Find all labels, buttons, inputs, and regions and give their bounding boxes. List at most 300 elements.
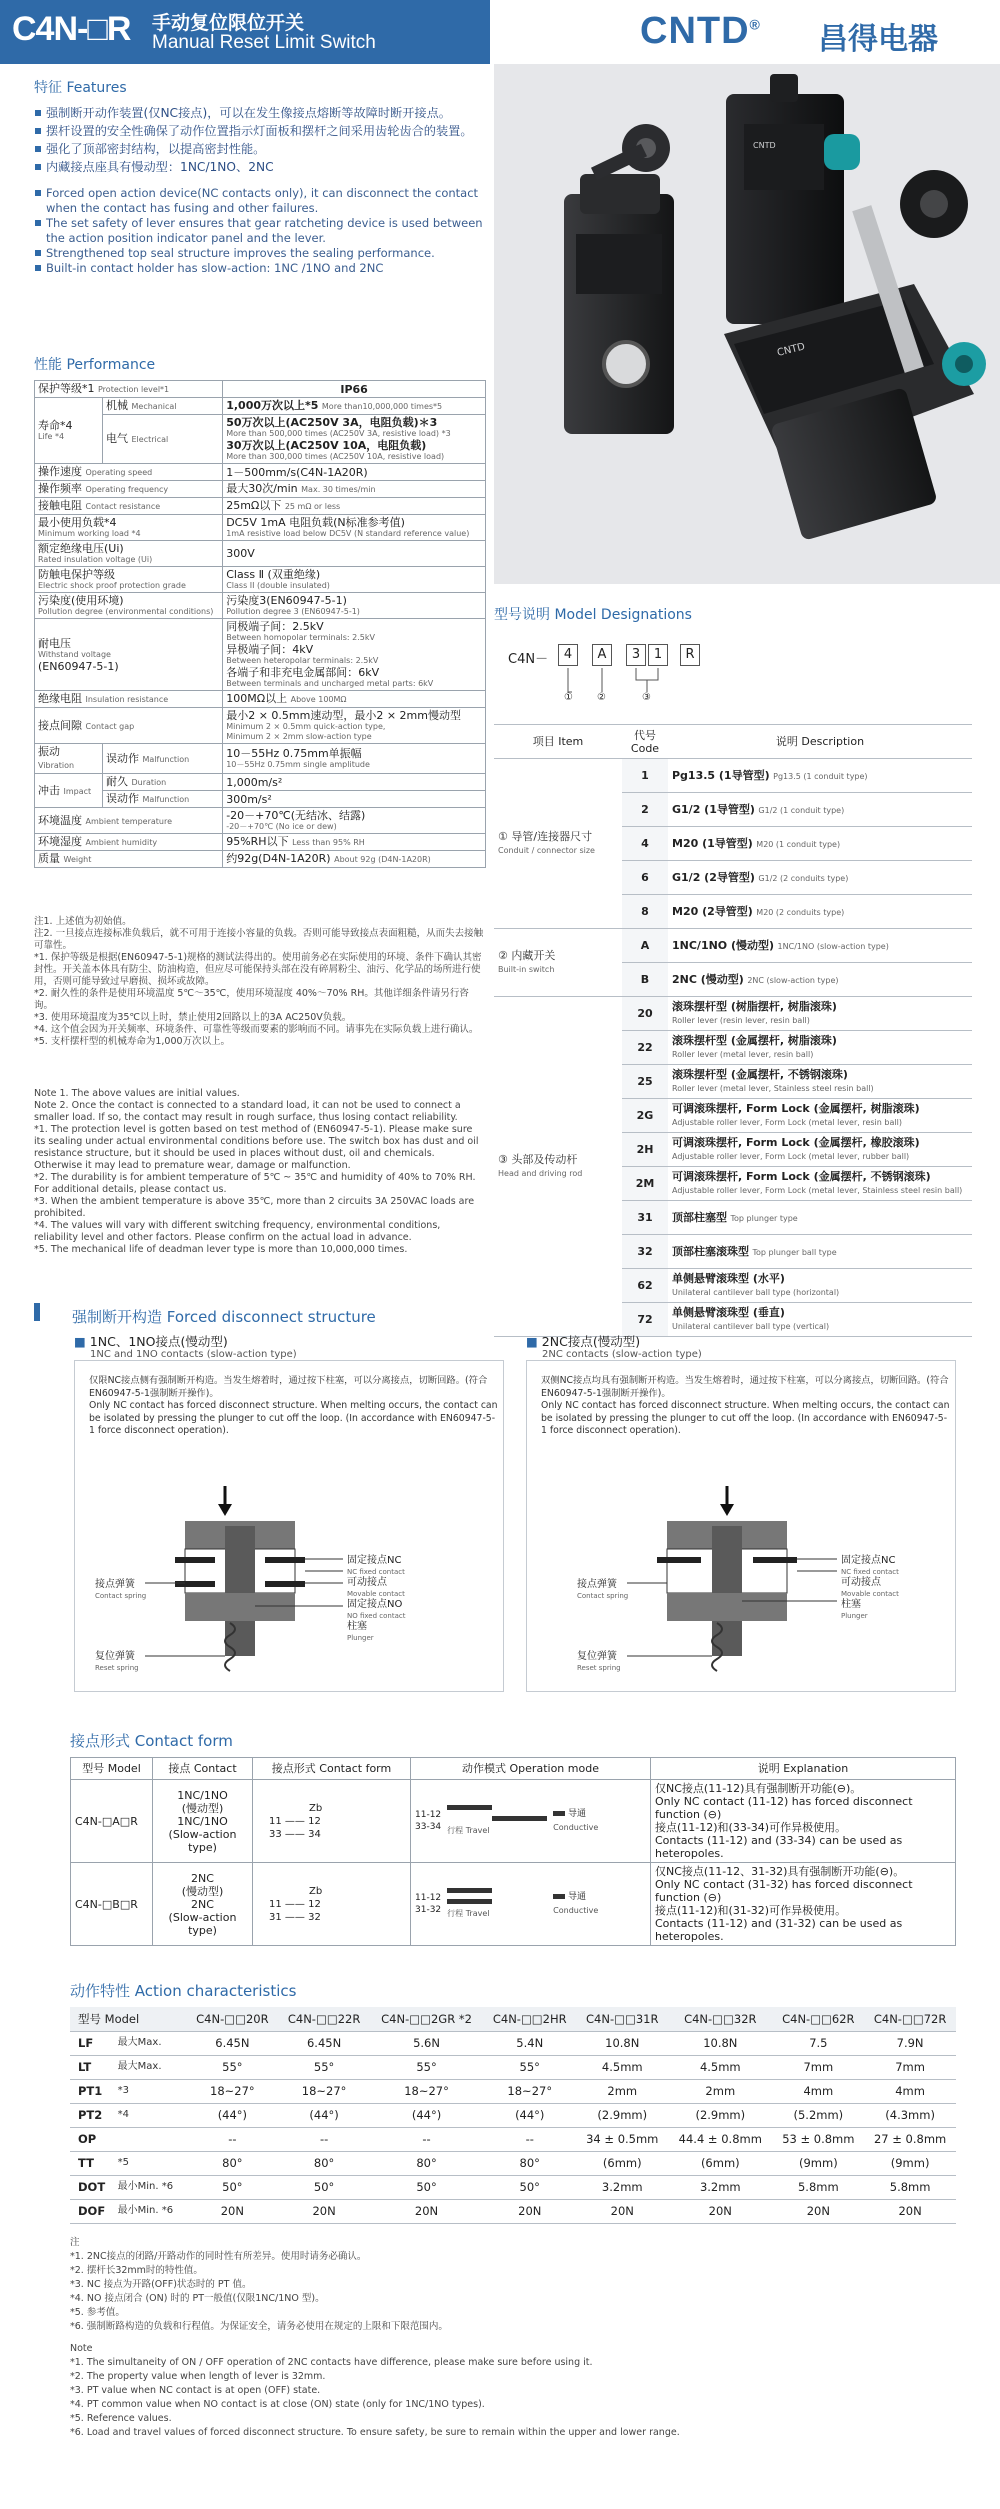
table-cell: 寿命*4 Life *4 <box>35 398 103 464</box>
code-cell: A <box>622 929 668 963</box>
value-cell: (9mm) <box>772 2151 864 2175</box>
table-row <box>70 2199 956 2223</box>
table-cell: 环境湿度 Ambient humidity <box>35 834 223 851</box>
code-marker-2: ② <box>597 692 606 703</box>
table-cell: 污染度(使用环境) Pollution degree (environmental conditions) <box>35 593 223 619</box>
value-cell: 4.5mm <box>668 2055 772 2079</box>
operation-mode-cell: 11-12 31-32 行程 Travel 导通 Conductive <box>411 1863 651 1946</box>
title-cn: 手动复位限位开关 <box>152 12 305 34</box>
performance-notes-cn <box>34 916 484 1048</box>
value-cell: 80° <box>187 2151 279 2175</box>
col-explanation: 说明 Explanation <box>651 1758 956 1780</box>
feature-cn-4: 内藏接点座具有慢动型：1NC/1NO、2NC <box>34 158 484 176</box>
model-designation-table <box>494 724 972 1337</box>
value-cell: (9mm) <box>864 2151 956 2175</box>
value-cell: 20N <box>772 2199 864 2223</box>
value-cell: 44.4 ± 0.8mm <box>668 2127 772 2151</box>
square-bullet-icon: ■ <box>74 1334 86 1349</box>
table-row <box>35 541 486 567</box>
label-plunger: 柱塞 Plunger <box>841 1599 868 1620</box>
performance-title: 性能 Performance <box>34 357 156 373</box>
table-row <box>70 2055 956 2079</box>
feature-en-2: The set safety of lever ensures that gear ratcheting device is used between the action position indicator panel and the lever. <box>34 216 484 246</box>
note: *1. 2NC接点的闭路/开路动作的同时性有所差异。使用时请务必确认。 <box>70 2251 367 2262</box>
value-cell: (6mm) <box>668 2151 772 2175</box>
section-marker <box>34 1303 40 1321</box>
table-cell: Class Ⅱ (双重绝缘) Class II (double insulated) <box>223 567 486 593</box>
note: *5. 参考值。 <box>70 2307 125 2318</box>
desc-cell: 顶部柱塞滚珠型 Top plunger ball type <box>668 1235 972 1269</box>
note: *4. The values will vary with different switching frequency, environmental conditions, reliability level and other factors. Please confirm on the actual load in advance. <box>34 1220 441 1243</box>
value-cell: 7mm <box>772 2055 864 2079</box>
col-desc: 说明 Description <box>668 725 972 759</box>
table-cell: 环境温度 Ambient temperature <box>35 808 223 834</box>
value-cell: (44°) <box>187 2103 279 2127</box>
code-cell: 31 <box>622 1201 668 1235</box>
table-cell: 50万次以上(AC250V 3A，电阻负载)＊3 More than 500,000 times (AC250V 3A, resistive load) *3 30万次以上(AC250V 10A，电阻负载) More than 300,000 times (AC250V 10A, resistive load) <box>223 415 486 464</box>
table-cell: 机械 Mechanical <box>103 398 223 415</box>
code-cell: 2H <box>622 1133 668 1167</box>
col-form: 接点形式 Contact form <box>253 1758 411 1780</box>
table-cell: 操作频率 Operating frequency <box>35 481 223 498</box>
forced-left-diagram <box>75 1361 505 1693</box>
code-cell: 4 <box>622 827 668 861</box>
value-cell: 3.2mm <box>576 2175 668 2199</box>
label-movable: 可动接点 Movable contact <box>841 1577 899 1598</box>
desc-cell: 1NC/1NO (慢动型) 1NC/1NO (slow-action type) <box>668 929 972 963</box>
table-cell: 25mΩ以下 25 mΩ or less <box>223 498 486 515</box>
table-cell: 防触电保护等级 Electric shock proof protection grade <box>35 567 223 593</box>
table-row <box>35 774 486 791</box>
col-item: 项目 Item <box>494 725 622 759</box>
note: *3. NC 接点为开路(OFF)状态时的 PT 值。 <box>70 2279 252 2290</box>
value-cell: 5.8mm <box>772 2175 864 2199</box>
table-row <box>35 708 486 744</box>
table-cell: 耐久 Duration <box>103 774 223 791</box>
limit-cell <box>115 2127 187 2151</box>
note: *6. Load and travel values of forced disconnect structure. To ensure safety, be sure to remain within the upper and lower range. <box>70 2427 680 2438</box>
value-cell: 4.5mm <box>576 2055 668 2079</box>
table-row <box>35 464 486 481</box>
note: *4. 这个值会因为开关频率、环境条件、可靠性等级而要素的影响而不同。请事先在实际负载上进行确认。 <box>34 1024 479 1035</box>
value-cell: 10.8N <box>576 2031 668 2055</box>
code-cell: 8 <box>622 895 668 929</box>
table-row <box>71 1780 956 1863</box>
features-title: 特征 Features <box>34 80 127 96</box>
value-cell: 7.9N <box>864 2031 956 2055</box>
value-cell: 55° <box>483 2055 576 2079</box>
group-label: ③ 头部及传动杆 Head and driving rod <box>494 997 622 1337</box>
param-cell: PT2 <box>70 2103 115 2127</box>
note: Note 1. The above values are initial values. <box>34 1088 240 1099</box>
value-cell: -- <box>483 2127 576 2151</box>
code-prefix: C4N－ <box>508 652 549 667</box>
label-plunger: 柱塞 Plunger <box>347 1621 374 1642</box>
table-row <box>35 791 486 808</box>
desc-cell: 可调滚珠摆杆, Form Lock (金属摆杆, 不锈钢滚珠) Adjustable roller lever, Form Lock (metal lever, Stainless steel resin ball) <box>668 1167 972 1201</box>
value-cell: 20N <box>576 2199 668 2223</box>
table-row <box>35 481 486 498</box>
feature-cn-2: 摆杆设置的安全性确保了动作位置指示灯面板和摆杆之间采用齿轮齿合的装置。 <box>34 122 484 140</box>
value-cell: 20N <box>483 2199 576 2223</box>
value-cell: 50° <box>483 2175 576 2199</box>
desc-cell: G1/2 (1导管型) G1/2 (1 conduit type) <box>668 793 972 827</box>
table-cell: 10－55Hz 0.75mm单振幅 10－55Hz 0.75mm single amplitude <box>223 744 486 774</box>
desc-cell: 滚珠摆杆型 (树脂摆杆, 树脂滚珠) Roller lever (resin lever, resin ball) <box>668 997 972 1031</box>
code-cell: 2M <box>622 1167 668 1201</box>
action-table-body <box>70 2031 956 2223</box>
desc-cell: M20 (2导管型) M20 (2 conduits type) <box>668 895 972 929</box>
title-en: Manual Reset Limit Switch <box>152 32 376 53</box>
features-list <box>34 104 484 276</box>
desc-cell: M20 (1导管型) M20 (1 conduit type) <box>668 827 972 861</box>
value-cell: 80° <box>483 2151 576 2175</box>
title-block <box>0 0 490 64</box>
value-cell: 5.4N <box>483 2031 576 2055</box>
notes-title: 注 <box>70 2237 80 2248</box>
value-cell: (4.3mm) <box>864 2103 956 2127</box>
value-cell: -- <box>370 2127 483 2151</box>
note: *1. The protection level is gotten based on test method of (EN60947-5-1). Please make sure its sealing under actual environmental conditions before use. The switch box has dust and oil resistance structure, but it should be used in places without dust, oil and chemicals. Otherwise it may lead to premature wear, damage or malfunction. <box>34 1124 479 1171</box>
value-cell: (44°) <box>278 2103 370 2127</box>
value-cell: 20N <box>864 2199 956 2223</box>
model-code-diagram <box>508 640 708 710</box>
code-cell: 2G <box>622 1099 668 1133</box>
table-cell: 1－500mm/s(C4N-1A20R) <box>223 464 486 481</box>
value-cell: 55° <box>278 2055 370 2079</box>
table-cell: 接触电阻 Contact resistance <box>35 498 223 515</box>
table-row <box>494 759 972 793</box>
forced-left-sub: 1NC and 1NO contacts (slow-action type) <box>90 1349 297 1360</box>
code-cell: 62 <box>622 1269 668 1303</box>
table-row <box>35 691 486 708</box>
code-cell: B <box>622 963 668 997</box>
note: *1. The simultaneity of ON / OFF operation of 2NC contacts have difference, please make sure before using it. <box>70 2357 593 2368</box>
value-cell: (2.9mm) <box>668 2103 772 2127</box>
code-box-1: 4 <box>558 644 578 666</box>
performance-table <box>34 380 486 868</box>
param-cell: LT <box>70 2055 115 2079</box>
model-name: C4N-□R <box>12 10 131 48</box>
value-cell: (6mm) <box>576 2151 668 2175</box>
note: *5. The mechanical life of deadman lever type is more than 10,000,000 times. <box>34 1244 408 1255</box>
forced-left-head: ■ 1NC、1NO接点(慢动型) <box>74 1334 228 1349</box>
table-row <box>35 498 486 515</box>
code-cell: 20 <box>622 997 668 1031</box>
contact-form-title: 接点形式 Contact form <box>70 1732 233 1750</box>
explanation-cell: 仅NC接点(11-12)具有强制断开功能(⊖)。 Only NC contact (11-12) has forced disconnect function (⊖) 接点(11-12)和(33-34)可作异极使用。 Contacts (11-12) and (33-34) can be used as heteropoles. <box>651 1780 956 1863</box>
param-cell: TT <box>70 2151 115 2175</box>
note: *2. 耐久性的条件是使用环境温度 5℃～35℃，使用环境湿度 40%～70% RH。其他详细条件请另行咨询。 <box>34 988 469 1011</box>
value-cell: 5.6N <box>370 2031 483 2055</box>
table-row <box>35 593 486 619</box>
col-code: 代号 Code <box>622 725 668 759</box>
limit-cell: 最大Max. <box>115 2055 187 2079</box>
table-cell: 约92g(D4N-1A20R) About 92g (D4N-1A20R) <box>223 851 486 868</box>
table-cell: 耐电压 Withstand voltage (EN60947-5-1) <box>35 619 223 691</box>
value-cell: 4mm <box>864 2079 956 2103</box>
value-cell: -- <box>278 2127 370 2151</box>
forced-right-sub: 2NC contacts (slow-action type) <box>542 1349 702 1360</box>
desc-cell: 可调滚珠摆杆, Form Lock (金属摆杆, 橡胶滚珠) Adjustable roller lever, Form Lock (metal lever, rubber ball) <box>668 1133 972 1167</box>
table-cell: 接点间隙 Contact gap <box>35 708 223 744</box>
code-box-5: R <box>680 644 700 666</box>
group-label: ① 导管/连接器尺寸 Conduit / connector size <box>494 759 622 929</box>
value-cell: 55° <box>370 2055 483 2079</box>
table-cell: 电气 Electrical <box>103 415 223 464</box>
param-cell: DOF <box>70 2199 115 2223</box>
table-row <box>70 2175 956 2199</box>
value-cell: 18~27° <box>187 2079 279 2103</box>
label-reset-spring: 复位弹簧 Reset spring <box>577 1651 621 1672</box>
desc-cell: 可调滚珠摆杆, Form Lock (金属摆杆, 树脂滚珠) Adjustable roller lever, Form Lock (metal lever, resin ball) <box>668 1099 972 1133</box>
table-row <box>35 381 486 398</box>
col-model-6: C4N-□□32R <box>668 2007 772 2031</box>
table-cell: 振动 Vibration <box>35 744 103 774</box>
value-cell: 5.8mm <box>864 2175 956 2199</box>
table-cell: 95%RH以下 Less than 95% RH <box>223 834 486 851</box>
svg-text:CNTD: CNTD <box>776 341 807 359</box>
feature-cn-1: 强制断开动作装置(仅NC接点)，可以在发生像接点熔断等故障时断开接点。 <box>34 104 484 122</box>
param-cell: OP <box>70 2127 115 2151</box>
note: *4. PT common value when NO contact is at close (ON) state (only for 1NC/1NO types). <box>70 2399 485 2410</box>
action-characteristics-title: 动作特性 Action characteristics <box>70 1982 297 2000</box>
value-cell: 20N <box>668 2199 772 2223</box>
col-model-3: C4N-□□2GR *2 <box>370 2007 483 2031</box>
page-header <box>0 0 1000 64</box>
model-cell: C4N-□A□R <box>71 1780 153 1863</box>
code-cell: 25 <box>622 1065 668 1099</box>
value-cell: 18~27° <box>278 2079 370 2103</box>
action-notes <box>70 2236 950 2440</box>
note: 注1. 上述值为初始值。 <box>34 916 132 927</box>
svg-text:CNTD: CNTD <box>753 141 776 150</box>
label-reset-spring: 复位弹簧 Reset spring <box>95 1651 139 1672</box>
note: *2. 摆杆长32mm时的特性值。 <box>70 2265 203 2276</box>
conductive-legend-icon <box>553 1811 565 1816</box>
note: Note 2. Once the contact is connected to a standard load, it can not be used to connect a smaller load. If so, the contact may result in rough surface, thus losing contact reliability. <box>34 1100 461 1123</box>
note: *2. The durability is for ambient temperature of 5℃ ~ 35℃ and humidity of 40% to 70% RH. For additional details, please contact us. <box>34 1172 476 1195</box>
table-row <box>70 2127 956 2151</box>
limit-cell: 最大Max. <box>115 2031 187 2055</box>
table-cell: 误动作 Malfunction <box>103 744 223 774</box>
note: *6. 强制断路构造的负载和行程值。为保证安全，请务必使用在规定的上限和下限范围内。 <box>70 2321 448 2332</box>
table-cell: 300m/s² <box>223 791 486 808</box>
value-cell: 7mm <box>864 2055 956 2079</box>
value-cell: 20N <box>278 2199 370 2223</box>
value-cell: 50° <box>370 2175 483 2199</box>
limit-cell: *5 <box>115 2151 187 2175</box>
value-cell: 50° <box>187 2175 279 2199</box>
note: *3. 使用环境温度为35℃以上时，禁止使用2回路以上的3A AC250V负载。 <box>34 1012 352 1023</box>
table-cell: 操作速度 Operating speed <box>35 464 223 481</box>
table-row <box>35 834 486 851</box>
code-cell: 72 <box>622 1303 668 1337</box>
forced-right-text: 双侧NC接点均具有强制断开构造。当发生熔着时，通过按下柱塞，可以分离接点，切断回路。(符合EN60947-5-1强制断开操作)。 Only NC contact has forced disconnect structure. When melting occurs, the contact can be isolated by pressing the plunger to cut off the loop. (In accordance with EN60947-5-1 force disconnect operation). <box>541 1375 950 1436</box>
forced-disconnect-title: 强制断开构造 Forced disconnect structure <box>72 1308 376 1326</box>
col-mode: 动作模式 Operation mode <box>411 1758 651 1780</box>
forced-right-diagram <box>527 1361 957 1693</box>
operation-mode-cell: 11-12 33-34 行程 Travel 导通 Conductive <box>411 1780 651 1863</box>
label-nc-fixed: 固定接点NC NC fixed contact <box>841 1555 899 1576</box>
value-cell: 53 ± 0.8mm <box>772 2127 864 2151</box>
note: 注2. 一旦接点连接标准负载后，就不可用于连接小容量的负载。否则可能导致接点表面粗糙，从而失去接触可靠性。 <box>34 928 484 951</box>
forced-right-head: ■ 2NC接点(慢动型) <box>526 1334 641 1349</box>
table-cell: 同极端子间：2.5kV Between homopolar terminals: 2.5kV 异极端子间：4kV Between heteropolar terminals: 2.5kV 各端子和非充电金属部间：6kV Between terminals and uncharged metal parts: 6kV <box>223 619 486 691</box>
table-cell: 100MΩ以上 Above 100MΩ <box>223 691 486 708</box>
code-marker-3: ③ <box>642 692 651 703</box>
feature-en-1: Forced open action device(NC contacts only), it can disconnect the contact when the contact has fusing and other failures. <box>34 186 484 216</box>
feature-en-3: Strengthened top seal structure improves the sealing performance. <box>34 246 484 261</box>
table-cell: 质量 Weight <box>35 851 223 868</box>
value-cell: 50° <box>278 2175 370 2199</box>
table-row <box>71 1863 956 1946</box>
table-cell: DC5V 1mA 电阻负载(N标准参考值) 1mA resistive load below DC5V (N standard reference value) <box>223 515 486 541</box>
table-row <box>70 2151 956 2175</box>
note: *2. The property value when length of lever is 32mm. <box>70 2371 326 2382</box>
value-cell: 4mm <box>772 2079 864 2103</box>
value-cell: (44°) <box>483 2103 576 2127</box>
brand-logo-cn: 昌得电器 <box>818 22 938 57</box>
code-leader-lines <box>508 640 708 710</box>
code-cell: 6 <box>622 861 668 895</box>
desc-cell: 滚珠摆杆型 (金属摆杆, 树脂滚珠) Roller lever (metal lever, resin ball) <box>668 1031 972 1065</box>
table-cell: 保护等级*1 Protection level*1 <box>35 381 223 398</box>
limit-cell: *4 <box>115 2103 187 2127</box>
col-model: 型号 Model <box>71 1758 153 1780</box>
value-cell: 20N <box>370 2199 483 2223</box>
desc-cell: 单侧悬臂滚珠型 (垂直) Unilateral cantilever ball type (vertical) <box>668 1303 972 1337</box>
feature-cn-3: 强化了顶部密封结构，以提高密封性能。 <box>34 140 484 158</box>
table-cell: IP66 <box>223 381 486 398</box>
note: *5. Reference values. <box>70 2413 172 2424</box>
col-model: 型号 Model <box>70 2007 187 2031</box>
table-cell: 1,000m/s² <box>223 774 486 791</box>
value-cell: 20N <box>187 2199 279 2223</box>
note: *3. When the ambient temperature is above 35℃, more than 2 circuits 3A 250VAC loads are prohibited. <box>34 1196 475 1219</box>
value-cell: 6.45N <box>187 2031 279 2055</box>
col-model-7: C4N-□□62R <box>772 2007 864 2031</box>
desc-cell: 滚珠摆杆型 (金属摆杆, 不锈钢滚珠) Roller lever (metal lever, Stainless steel resin ball) <box>668 1065 972 1099</box>
table-cell: 误动作 Malfunction <box>103 791 223 808</box>
model-cell: C4N-□B□R <box>71 1863 153 1946</box>
table-row <box>70 2031 956 2055</box>
contact-cell: 2NC (慢动型) 2NC (Slow-action type) <box>153 1863 253 1946</box>
table-row <box>35 619 486 691</box>
value-cell: 55° <box>187 2055 279 2079</box>
table-header-row <box>70 2007 956 2031</box>
value-cell: 6.45N <box>278 2031 370 2055</box>
limit-cell: 最小Min. *6 <box>115 2175 187 2199</box>
value-cell: 3.2mm <box>668 2175 772 2199</box>
note: *5. 支杆摆杆型的机械寿命为1,000万次以上。 <box>34 1036 231 1047</box>
code-cell: 22 <box>622 1031 668 1065</box>
value-cell: -- <box>187 2127 279 2151</box>
value-cell: (5.2mm) <box>772 2103 864 2127</box>
value-cell: 80° <box>278 2151 370 2175</box>
param-cell: PT1 <box>70 2079 115 2103</box>
label-no-fixed: 固定接点NO NO fixed contact <box>347 1599 406 1620</box>
label-movable: 可动接点 Movable contact <box>347 1577 405 1598</box>
param-cell: LF <box>70 2031 115 2055</box>
limit-cell: 最小Min. *6 <box>115 2199 187 2223</box>
product-photo <box>494 64 1000 584</box>
limit-cell: *3 <box>115 2079 187 2103</box>
table-row <box>70 2103 956 2127</box>
label-contact-spring: 接点弹簧 Contact spring <box>95 1579 147 1600</box>
value-cell: 80° <box>370 2151 483 2175</box>
product-illustration <box>494 64 1000 584</box>
code-cell: 32 <box>622 1235 668 1269</box>
value-cell: 2mm <box>668 2079 772 2103</box>
col-model-4: C4N-□□2HR <box>483 2007 576 2031</box>
col-model-2: C4N-□□22R <box>278 2007 370 2031</box>
col-contact: 接点 Contact <box>153 1758 253 1780</box>
action-characteristics-table <box>70 2007 956 2224</box>
table-row <box>494 929 972 963</box>
table-cell: 1,000万次以上*5 More than10,000,000 times*5 <box>223 398 486 415</box>
desc-cell: Pg13.5 (1导管型) Pg13.5 (1 conduit type) <box>668 759 972 793</box>
table-row <box>35 744 486 774</box>
code-box-3: 3 <box>626 644 646 666</box>
conductive-legend-icon <box>553 1894 565 1899</box>
table-header-row <box>494 725 972 759</box>
table-cell: 最小2 × 0.5mm速动型，最小2 × 2mm慢动型 Minimum 2 × 0.5mm quick-action type, Minimum 2 × 2mm slow-action type <box>223 708 486 744</box>
forced-left-text: 仅限NC接点侧有强制断开构造。当发生熔着时，通过按下柱塞，可以分离接点，切断回路。(符合EN60947-5-1强制断开操作)。 Only NC contact has forced disconnect structure. When melting occurs, the contact can be isolated by pressing the plunger to cut off the loop. (In accordance with EN60947-5-1 force disconnect operation). <box>89 1375 498 1436</box>
table-row <box>70 2079 956 2103</box>
note: *3. PT value when NC contact is at open (OFF) state. <box>70 2385 321 2396</box>
brand-logo: CNTD® <box>640 10 761 52</box>
table-cell: 最小使用负载*4 Minimum working load *4 <box>35 515 223 541</box>
code-box-2: A <box>592 644 612 666</box>
col-model-1: C4N-□□20R <box>187 2007 279 2031</box>
table-cell: -20－+70℃(无结冰、结露) -20－+70℃ (No ice or dew) <box>223 808 486 834</box>
table-cell: 绝缘电阻 Insulation resistance <box>35 691 223 708</box>
forced-right-panel <box>526 1360 956 1692</box>
param-cell: DOT <box>70 2175 115 2199</box>
code-cell: 1 <box>622 759 668 793</box>
label-nc-fixed: 固定接点NC NC fixed contact <box>347 1555 405 1576</box>
value-cell: 34 ± 0.5mm <box>576 2127 668 2151</box>
value-cell: (44°) <box>370 2103 483 2127</box>
value-cell: (2.9mm) <box>576 2103 668 2127</box>
value-cell: 18~27° <box>483 2079 576 2103</box>
table-cell: 额定绝缘电压(Ui) Rated insulation voltage (Ui) <box>35 541 223 567</box>
table-row <box>35 398 486 415</box>
table-header-row <box>71 1758 956 1780</box>
code-marker-1: ① <box>564 692 573 703</box>
desc-cell: 2NC (慢动型) 2NC (slow-action type) <box>668 963 972 997</box>
table-cell: 冲击 Impact <box>35 774 103 808</box>
explanation-cell: 仅NC接点(11-12、31-32)具有强制断开功能(⊖)。 Only NC contact (31-32) has forced disconnect function (⊖) 接点(11-12)和(31-32)可作异极使用。 Contacts (11-12) and (31-32) can be used as heteropoles. <box>651 1863 956 1946</box>
feature-en-4: Built-in contact holder has slow-action: 1NC /1NO and 2NC <box>34 261 484 276</box>
model-designations-title: 型号说明 Model Designations <box>494 607 692 623</box>
contact-cell: 1NC/1NO (慢动型) 1NC/1NO (Slow-action type) <box>153 1780 253 1863</box>
group-label: ② 内藏开关 Built-in switch <box>494 929 622 997</box>
contact-form-cell: Zb 11 —— 12 31 —— 32 <box>253 1863 411 1946</box>
desc-cell: 单侧悬臂滚珠型 (水平) Unilateral cantilever ball type (horizontal) <box>668 1269 972 1303</box>
table-cell: 300V <box>223 541 486 567</box>
table-cell: 污染度3(EN60947-5-1) Pollution degree 3 (EN60947-5-1) <box>223 593 486 619</box>
note: *4. NO 接点闭合 (ON) 时的 PT一般值(仅限1NC/1NO 型)。 <box>70 2293 325 2304</box>
desc-cell: 顶部柱塞型 Top plunger type <box>668 1201 972 1235</box>
label-contact-spring: 接点弹簧 Contact spring <box>577 1579 629 1600</box>
desc-cell: G1/2 (2导管型) G1/2 (2 conduits type) <box>668 861 972 895</box>
table-row <box>35 415 486 464</box>
table-row <box>35 808 486 834</box>
notes-title-en: Note <box>70 2343 93 2354</box>
square-bullet-icon: ■ <box>526 1334 538 1349</box>
